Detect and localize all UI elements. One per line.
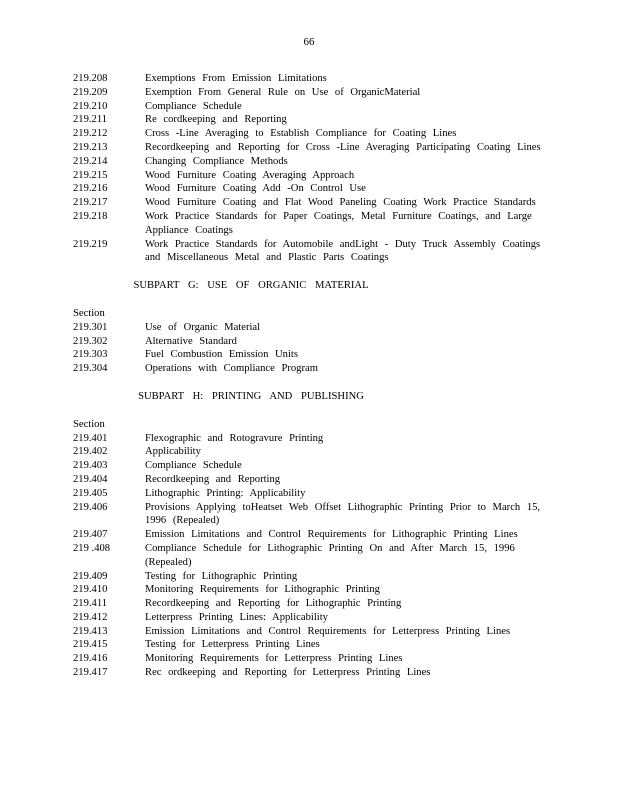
section-title: Recordkeeping and Reporting	[145, 473, 281, 485]
section-entry	[73, 432, 543, 446]
section-title: Applicability	[145, 446, 201, 458]
section-title: Provisions Applying toHeatset Web Offset Lithographic Printing Prior to March 15, 1996 (Repealed)	[145, 501, 541, 527]
section-entry	[73, 445, 543, 459]
section-title: Testing for Letterpress Printing Lines	[145, 639, 320, 651]
section-title: Fuel Combustion Emission Units	[145, 349, 298, 361]
section-title: Testing for Lithographic Printing	[145, 570, 298, 582]
section-entry	[73, 652, 543, 666]
section-entry	[73, 141, 543, 155]
section-title: Recordkeeping and Reporting for Lithographic Printing	[145, 598, 402, 610]
section-number: 219.208	[73, 73, 108, 84]
section-title: Cross -Line Averaging to Establish Compliance for Coating Lines	[145, 128, 457, 140]
section-number: 219.210	[73, 100, 108, 112]
section-number: 219 .408	[73, 542, 111, 554]
section-number: 219.412	[73, 611, 108, 623]
section-title: Alternative Standard	[145, 335, 237, 347]
section-title: Compliance Schedule	[145, 460, 242, 472]
section-number: 219.403	[73, 460, 108, 472]
section-number: 219.218	[73, 210, 108, 222]
section-entry	[73, 362, 543, 376]
section-title: Emission Limitations and Control Requirements for Lithographic Printing Lines	[145, 529, 518, 541]
section-entry	[73, 72, 543, 86]
section-number: 219.211	[73, 114, 108, 126]
section-number: 219.406	[73, 501, 108, 513]
section-number: 219.215	[73, 169, 108, 181]
section-entry	[73, 196, 543, 210]
section-title: Work Practice Standards for Paper Coatings, Metal Furniture Coatings, and Large Appliance Coatings	[145, 210, 532, 236]
section-title: Emission Limitations and Control Requirements for Letterpress Printing Lines	[145, 625, 511, 637]
section-entry	[73, 611, 543, 625]
section-title: Exemptions From Emission Limitations	[145, 73, 327, 84]
section-title: Changing Compliance Methods	[145, 155, 288, 167]
section-title: Recordkeeping and Reporting for Cross -Line Averaging Participating Coating Lines	[145, 141, 541, 153]
section-entry	[73, 625, 543, 639]
section-title: Wood Furniture Coating Averaging Approach	[145, 169, 355, 181]
section-list-subpart-h	[73, 432, 543, 680]
section-title: Use of Organic Material	[145, 321, 261, 333]
section-entry	[73, 335, 543, 349]
section-number: 219.304	[73, 363, 108, 375]
section-number: 219.219	[73, 238, 108, 250]
section-title: Compliance Schedule	[145, 100, 242, 112]
section-entry	[73, 528, 543, 542]
section-number: 219.301	[73, 321, 108, 333]
section-number: 219.415	[73, 639, 108, 651]
section-entry	[73, 169, 543, 183]
section-number: 219.401	[73, 432, 108, 444]
section-title: Monitoring Requirements for Letterpress Printing Lines	[145, 653, 403, 665]
section-number: 219.405	[73, 487, 108, 499]
section-title: Work Practice Standards for Automobile andLight - Duty Truck Assembly Coatings and Miscellaneous Metal and Plastic Parts Coatings	[145, 238, 541, 264]
section-entry	[73, 473, 543, 487]
section-entry	[73, 86, 543, 100]
section-entry	[73, 487, 543, 501]
section-entry	[73, 542, 543, 570]
section-title: Flexographic and Rotogravure Printing	[145, 432, 324, 444]
section-number: 219.302	[73, 335, 108, 347]
section-number: 219.411	[73, 598, 108, 610]
section-number: 219.214	[73, 155, 108, 167]
section-entry	[73, 113, 543, 127]
section-number: 219.407	[73, 529, 108, 541]
section-number: 219.413	[73, 625, 108, 637]
section-number: 219.417	[73, 667, 108, 679]
section-number: 219.409	[73, 570, 108, 582]
section-entry	[73, 100, 543, 114]
section-list-subpart-g	[73, 321, 543, 376]
section-entry	[73, 459, 543, 473]
section-number: 219.217	[73, 197, 108, 209]
section-number: 219.303	[73, 349, 108, 361]
section-title: Letterpress Printing Lines: Applicability	[145, 611, 328, 623]
section-number: 219.404	[73, 473, 108, 485]
section-number: 219.212	[73, 128, 108, 140]
section-title: Compliance Schedule for Lithographic Printing On and After March 15, 1996 (Repealed)	[145, 542, 515, 568]
section-title: Monitoring Requirements for Lithographic Printing	[145, 584, 380, 596]
section-number: 219.416	[73, 653, 108, 665]
subpart-g-heading: SUBPART G: USE OF ORGANIC MATERIAL	[133, 280, 369, 292]
section-entry	[73, 583, 543, 597]
section-title: Wood Furniture Coating Add -On Control Use	[145, 183, 366, 195]
section-title: Rec ordkeeping and Reporting for Letterpress Printing Lines	[145, 667, 431, 679]
page-number: 66	[303, 36, 315, 48]
section-entry	[73, 597, 543, 611]
section-entry	[73, 210, 543, 238]
section-entry	[73, 321, 543, 335]
section-entry	[73, 501, 543, 529]
section-label-h: Section	[73, 418, 105, 430]
section-entry	[73, 155, 543, 169]
section-entry	[73, 638, 543, 652]
section-entry	[73, 348, 543, 362]
section-entry	[73, 570, 543, 584]
section-number: 219.213	[73, 141, 108, 153]
table-of-contents	[73, 72, 543, 680]
section-entry	[73, 127, 543, 141]
section-entry	[73, 666, 543, 680]
section-list-group-f	[73, 72, 543, 265]
section-title: Exemption From General Rule on Use of OrganicMaterial	[145, 86, 421, 98]
subpart-h-heading: SUBPART H: PRINTING AND PUBLISHING	[138, 390, 364, 402]
section-label-g: Section	[73, 307, 105, 319]
section-title: Lithographic Printing: Applicability	[145, 487, 306, 499]
section-number: 219.402	[73, 446, 108, 458]
section-number: 219.209	[73, 86, 108, 98]
section-entry	[73, 238, 543, 266]
section-number: 219.410	[73, 584, 108, 596]
section-title: Wood Furniture Coating and Flat Wood Paneling Coating Work Practice Standards	[145, 197, 536, 209]
section-title: Re cordkeeping and Reporting	[145, 114, 287, 126]
section-entry	[73, 182, 543, 196]
section-title: Operations with Compliance Program	[145, 363, 318, 375]
section-number: 219.216	[73, 183, 108, 195]
